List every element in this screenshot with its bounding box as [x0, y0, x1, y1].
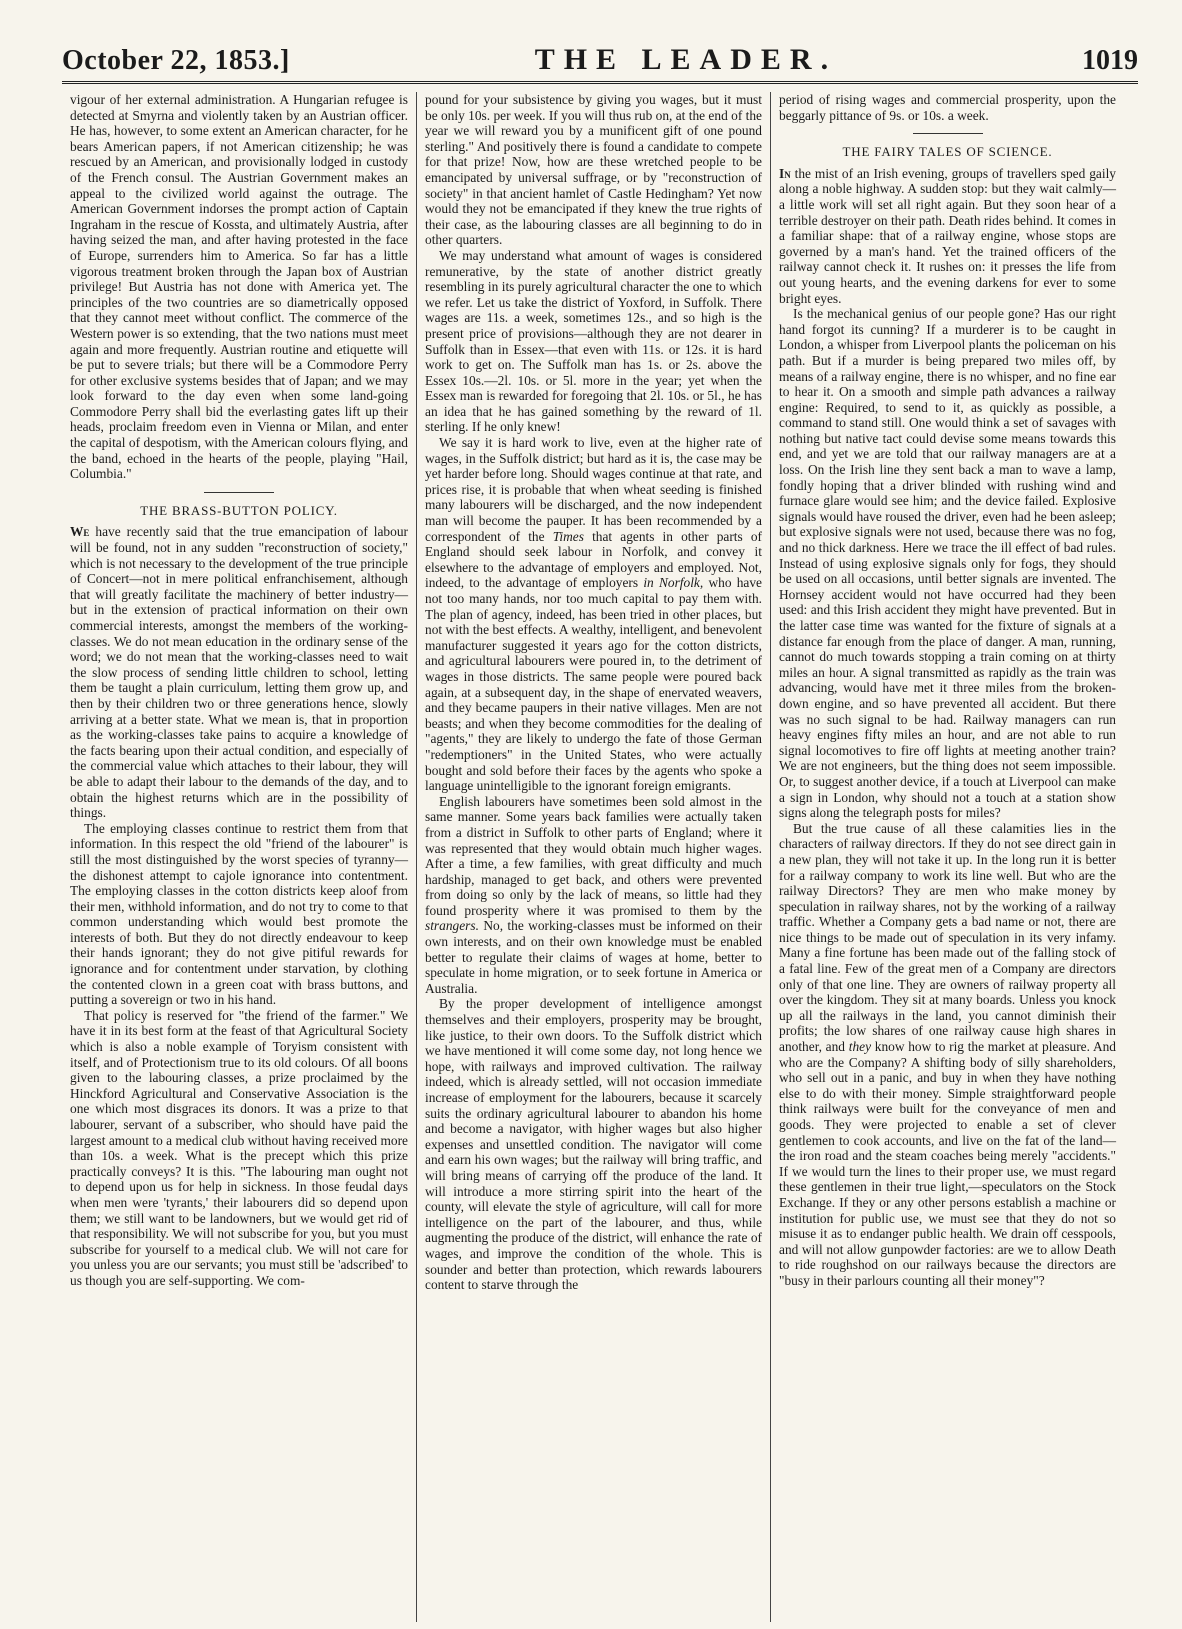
times-newspaper-name: Times	[552, 528, 584, 544]
issue-date: October 22, 1853.]	[62, 45, 290, 76]
paragraph-text: We say it is hard work to live, even at the higher rate of wages, in the Suffolk district; but hard as it is, the case may be yet harder before long. Should wages continue at that rate, and prices rise, it is probable that when wheat seeding is finished many labourers will be discharged, and the now independent man will become the pauper. It has been recommended by a correspondent of the	[425, 435, 762, 544]
brass-button-paragraph-2: The employing classes continue to restrict them from that information. In this respect the old "friend of the labourer" is still the most distinguished by the worst species of tyranny—the dishonest attempt to cajole ignorance into contentment. The employing classes in the cotton districts keep aloof from their men, withhold information, and do not try to come to that common understanding which would best promote the interests of both. But they do not directly endeavour to keep their hands ignorant; they do not give pitiful rewards for ignorance and for contentment under starvation, by clothing the contented clown in a green coat with brass buttons, and putting a sovereign or two in his hand.	[70, 820, 408, 1008]
fairy-tales-heading: THE FAIRY TALES OF SCIENCE.	[842, 144, 1053, 160]
paragraph-text: English labourers have sometimes been sold almost in the same manner. Some years back families were actually taken from a district in Suffolk to other parts of England; where it was represented that they would obtain much higher wages. After a time, a few families, with great difficulty and much hardship, managed to get back, and others were prevented from doing so only by the lack of means, so little had they found prosperity where it was promised to them by the	[425, 793, 762, 918]
brass-button-paragraph-6	[425, 435, 762, 794]
norfolk-emphasis: in Norfolk,	[643, 575, 704, 591]
column-1	[62, 92, 416, 1622]
article-columns	[62, 92, 1138, 1622]
brass-button-paragraph-1	[70, 524, 408, 820]
page-number: 1019	[1081, 45, 1138, 76]
masthead	[62, 22, 1138, 84]
drop-cap: In	[779, 165, 791, 181]
brass-button-paragraph-5: We may understand what amount of wages is considered remunerative, by the state of another district greatly resembling in its purely agricultural character the one to which we refer. Let us take the district of Yoxford, in Suffolk. There wages are 11s. a week, sometimes 12s., and so high is the present price of provisions—although they are not dearer in Suffolk than in Essex—that even with 11s. or 12s. it is hard work to get on. The Suffolk man has 1s. or 2s. above the Essex 10s.—2l. 10s. or 5l. more in the year; yet when the Essex man is rewarded for foregoing that 2l. 10s. or 5l., he has an idea that he has gained something by the reward of 1l. sterling. If he only knew!	[425, 247, 762, 435]
paragraph-text: who have not too many hands, nor too much capital to pay them with. The plan of agency, indeed, has been tried in other places, but not with the best effects. A wealthy, intelligent, and benevolent manufacturer suggested it years ago for the cotton districts, and agricultural labourers were poured in, to the detriment of wages in those districts. The same people were poured back again, at a subsequent day, in the shape of enervated weavers, and they became paupers in their native villages. Men are not beasts; and when they become commodities for the dealing of "agents," they are likely to undergo the fate of those German "redemptioners" in the United States, who were actually bought and sold before their faces by the agents who spoke a language unintelligible to the ignorant foreign emigrants.	[425, 575, 763, 794]
paragraph-text: know how to rig the market at pleasure. And who are the Company? A shifting body of silly shareholders, who sell out in a panic, and buy in when they have nothing else to do with their money. Simple straightforward people think railways were built for the conveyance of men and goods. They were projected to enable a set of clever gentlemen to cook accounts, and live on the fat of the land—the iron road and the steam coaches being merely "accidents." If we would turn the lines to their proper use, we must regard these gentlemen in their true light,—speculators on the Stock Exchange. If they or any other persons establish a machine or institution for public use, we must see that they do not so misuse it as to endanger public health. We drain off cesspools, and will not allow gunpowder factories: are we to allow Death to ride roughshod on our railways because the directors are "busy in their parlours counting all their money"?	[779, 1039, 1116, 1288]
fairy-tales-paragraph-3	[779, 821, 1116, 1289]
brass-button-paragraph-8: By the proper development of intelligence amongst themselves and their employers, prosperity may be brought, like justice, to their own doors. To the Suffolk district which we have mentioned it will come some day, not long hence we hope, with railways and improved cultivation. The railway indeed, which is already settled, will not occasion immediate increase of employment for the labourers, because it scarcely suits the ordinary agricultural labourer to abandon his home and become a navigator, with higher wages but also higher expenses and unsettled condition. The navigator will come and earn his own wages; but the railway will bring traffic, and will bring means of carrying off the produce of the land. It will introduce a more stirring spirit into the heart of the county, will elevate the style of agriculture, will call for more intelligence on the part of the labourer, and thus, while augmenting the produce of the district, will enhance the rate of wages, and improve the condition of the whole. This is sounder and better than protection, which rewards labourers content to starve through the	[425, 996, 762, 1293]
kossta-article-ending: vigour of her external administration. A Hungarian refugee is detected at Smyrna and violently taken by an Austrian officer. He has, however, to some extent an American character, for he bears American papers, if not American citizenship; he was rescued by an American, and provisionally lodged in custody of the French consul. The Austrian Government makes an appeal to the civilized world against the outrage. The American Government indorses the prompt action of Captain Ingraham in the rescue of Kossta, and ultimately Austria, after having seized the man, and after having protested in the face of Europe, surrenders him to America. So far has a little vigorous treatment broken through the Japan box of Austrian privilege! But Austria has not done with America yet. The principles of the two countries are so diametrically opposed that they cannot meet without conflict. The commerce of the Western power is so extending, that the two nations must meet again and more frequently. Austrian routine and etiquette will be put to severe trials; but there will be a Commodore Perry for other exclusive systems besides that of Japan; and we may look forward to the day even when some land-going Commodore Perry shall bid the everlasting gates lift up their heads, proclaim freedom even in Vienna or Milan, and enter the capital of despotism, with the American colours flying, and the band, echoed in the hearts of the people, playing "Hail, Columbia."	[70, 92, 408, 482]
column-2	[416, 92, 770, 1622]
section-divider	[204, 492, 274, 493]
brass-button-paragraph-4: pound for your subsistence by giving you wages, but it must be only 10s. per week. If you will thus rub on, at the end of the year we will reward you by a munificent gift of one pound sterling." And positively there is found a candidate to compete for that prize! Now, how are these wretched people to be emancipated by universal suffrage, or by "reconstruction of society" in that ancient hamlet of Castle Hedingham? Yet now would they not be emancipated if they knew the true rights of their case, as the labouring classes are all beginning to do in other quarters.	[425, 92, 762, 248]
fairy-tales-paragraph-2: Is the mechanical genius of our people gone? Has our right hand forgot its cunning? If a murderer is to be caught in London, a whisper from Liverpool plants the policeman on his path. But if a murder is being prepared two miles off, by means of a railway engine, there is no whisper, and no fine ear to hear it. On a smooth and simple path advances a railway engine: Required, to send to it, as quickly as possible, a command to stand still. One would think a set of savages with nothing but native tact could devise some means towards this end, and yet we are told that our railway managers are at a loss. On the Irish line they sent back a man to wave a lamp, fondly hoping that a driver blinded with rushing wind and furnace glare would see him; and the device failed. Explosive signals would have roused the driver, even had he been asleep; but explosive signals were not used, because there was no fog, and no thick darkness. Here we trace the ill effect of bad rules. Instead of using explosive signals only for fogs, they should be used on all occasions, until better signals are invented. The Hornsey accident would not have occurred had they been used: and this Irish accident they might have prevented. But in the latter case time was wanted for the fixture of signals at a distance far enough from the place of danger. A man, running, cannot do much towards stopping a train coming on at thirty miles an hour. A signal transmitted as rapidly as the train was advancing, would have met it three miles from the broken-down engine, and so have prevented all accident. But there was no such signal to be had. Railway managers can run heavy engines fifty miles an hour, and are not able to run signal locomotives to fire off lights at meeting another train? We are not engineers, but the thing does not seem impossible. Or, to suggest another device, if a touch at Liverpool can make a sign in London, why should not a touch at a station show signs along the telegraph posts for miles?	[779, 306, 1116, 821]
brass-button-paragraph-7	[425, 794, 762, 997]
paragraph-text: the mist of an Irish evening, groups of travellers sped gaily along a noble highway. A sudden stop: but they wait calmly—a little work will set all right again. But they soon hear of a terrible destroyer on their path. Death rides behind. It comes in a familiar shape: that of a railway engine, whose stops are governed by a man's hand. Yet the trained officers of the railway cannot check it. It rushes on: it presses the life from out young hearts, and the evening darkens for ever to some bright eyes.	[779, 165, 1116, 306]
brass-button-heading: THE BRASS-BUTTON POLICY.	[140, 502, 338, 518]
paragraph-text: have recently said that the true emancipation of labour will be found, not in any sudden "reconstruction of society," which is not necessary to the development of the true principle of Concert—not in mere political enfranchisement, although that will greatly facilitate the machinery of better industry—but in the extension of practical information on their own commercial interests, amongst the members of the working-classes. We do not mean education in the ordinary sense of the word; we do not mean that the working-classes need to wait the slow process of sending little children to school, letting them be taught a plain curriculum, letting them grow up, and then by their children two or three generations hence, slowly arriving at a better state. What we mean is, that in proportion as the working-classes take pains to acquire a knowledge of the facts bearing upon their actual condition, and especially of the commercial value which attaches to their labour, they will be able to adapt their labour to the demands of the day, and to obtain the highest returns which are in the possibility of things.	[70, 524, 408, 821]
strangers-emphasis: strangers.	[425, 918, 479, 934]
column-3	[770, 92, 1124, 1622]
newspaper-title: THE LEADER.	[534, 43, 838, 76]
section-divider	[913, 133, 983, 134]
fairy-tales-paragraph-1	[779, 166, 1116, 306]
they-emphasis: they	[848, 1039, 872, 1055]
drop-cap: We	[70, 524, 90, 540]
brass-button-paragraph-ending: period of rising wages and commercial prosperity, upon the beggarly pittance of 9s. or 10s. a week.	[779, 92, 1116, 123]
paragraph-text: But the true cause of all these calamities lies in the characters of railway directors. If they do not see direct gain in a new plan, they will not take it up. In the long run it is better for a railway company to work its line well. But who are the railway Directors? They are men who make money by speculation in railway shares, not by the working of a railway traffic. Whether a Company gets a bad name or not, there are nice things to be made out of speculation in its very infamy. Many a fine fortune has been made out of the falling stock of a fatal line. Few of the great men of a Company are directors only of that one line. They are owners of railway property all over the kingdom. They sit at many boards. Unless you knock up all the railways in the land, you cannot diminish their profits; the low shares of one railway cause high shares in another, and	[779, 820, 1116, 1055]
paragraph-text: that agents in other parts of England should seek labour in Norfolk, and convey it elsewhere to the advantage of employers and employed. Not, indeed, to the advantage of employers	[425, 528, 762, 591]
brass-button-paragraph-3: That policy is reserved for "the friend of the farmer." We have it in its best form at the feast of that Agricultural Society which is also a noble example of Toryism consistent with itself, and of Protectionism true to its old colours. Of all boons given to the labouring classes, a prize proclaimed by the Hinckford Agricultural and Conservative Association is the one which most disgraces its donors. It was a prize to that labourer, servant of a subscriber, who should have paid the largest amount to a medical club without having received more than 10s. a week. What is the precept which this prize practically conveys? It is this. "The labouring man ought not to depend upon us for help in sickness. In those feudal days when men were 'tyrants,' their labourers did so depend upon them; we still want to be landowners, but we would get rid of that responsibility. We will not subscribe for you, but you must subscribe for yourself to a medical club. We will not care for you unless you are our servants; you must still be 'adscribed' to us though you are self-supporting. We com-	[70, 1007, 408, 1288]
paragraph-text: No, the working-classes must be informed on their own interests, and on their own knowledge must be enabled better to regulate their claims of wages at home, better to speculate in home migration, or to seek fortune in America or Australia.	[425, 918, 762, 996]
